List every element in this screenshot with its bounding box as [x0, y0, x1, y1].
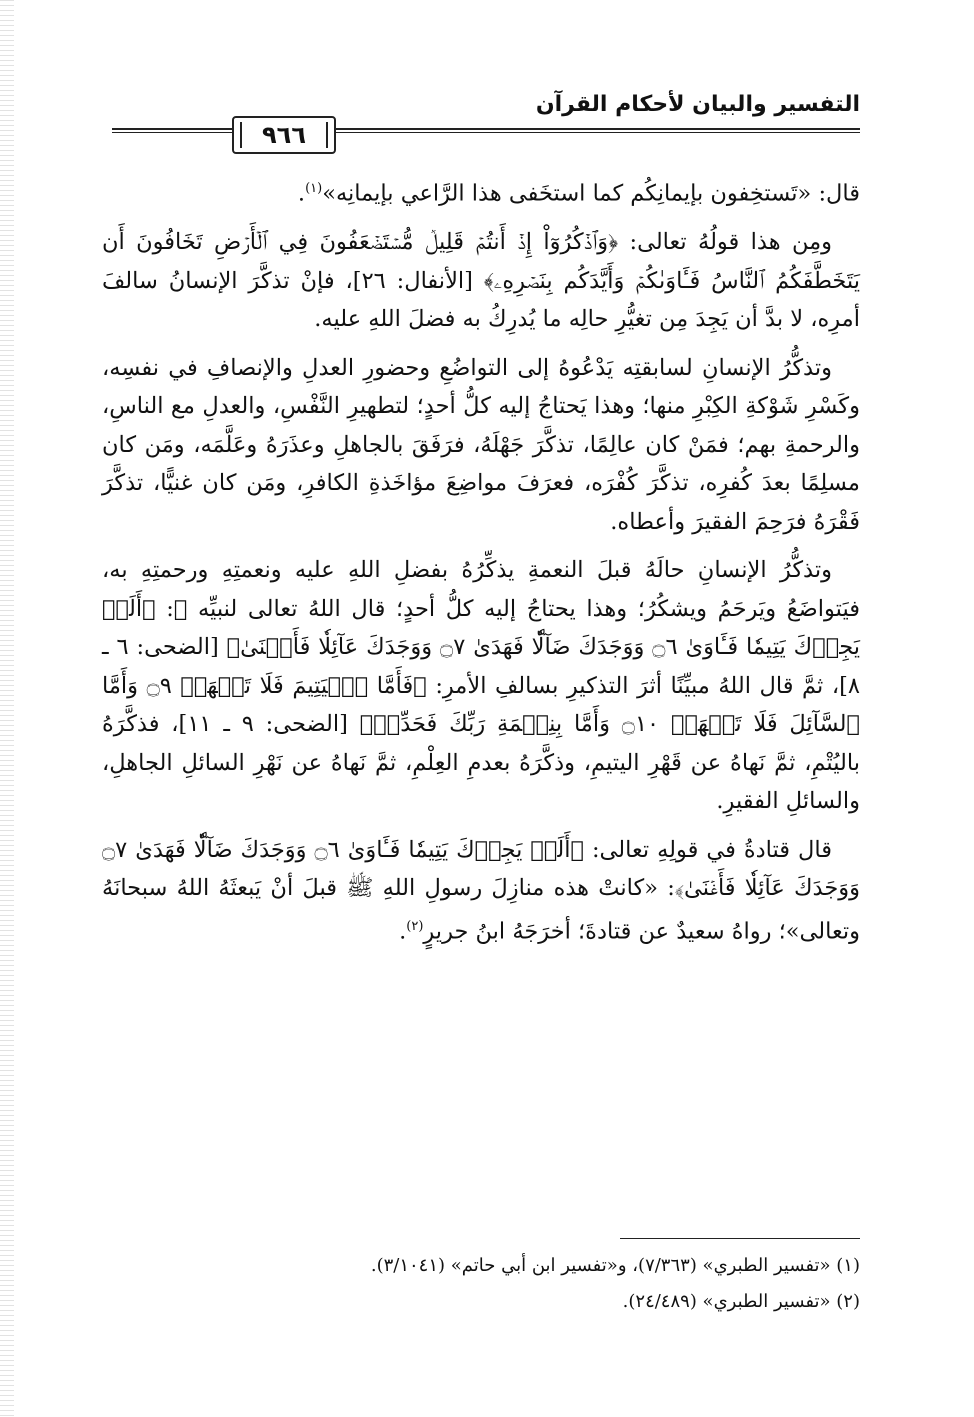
footnote-separator: [620, 1238, 860, 1239]
page-number: ٩٦٦: [232, 116, 336, 154]
footnotes: [102, 1248, 860, 1320]
paragraph: وتذكُّرُ الإنسانِ حالَهُ قبلَ النعمةِ يذكِّرُهُ بفضلِ اللهِ عليه ونعمتِهِ ورحمتِهِ به، فيَتواضَعُ ويَرحَمُ ويشكُرُ؛ وهذا يحتاجُ إليه كلُّ أحدٍ؛ قال اللهُ تعالى لنبيِّه ﷺ: ﴿أَلَمۡ يَجِدۡكَ يَتِيمٗا فَـَٔاوَىٰ ۝٦ وَوَجَدَكَ ضَآلّٗا فَهَدَىٰ ۝٧ وَوَجَدَكَ عَآئِلٗا فَأَغۡنَىٰ﴾ [الضحى: ٦ ـ ٨]، ثمَّ قال اللهُ مبيِّنًا أثرَ التذكيرِ بسالفِ الأمرِ: ﴿فَأَمَّا ٱلۡيَتِيمَ فَلَا تَقۡهَرۡ ۝٩ وَأَمَّا ٱلسَّآئِلَ فَلَا تَنۡهَرۡ ۝١٠ وَأَمَّا بِنِعۡمَةِ رَبِّكَ فَحَدِّثۡ﴾ [الضحى: ٩ ـ ١١]، فذكَّرَهُ باليُتْمِ، ثمَّ نَهاهُ عن قَهْرِ اليتيمِ، وذكَّرَهُ بعدمِ العِلْمِ، ثمَّ نَهاهُ عن نَهْرِ السائلِ الجاهلِ، والسائلِ الفقيرِ.: [102, 557, 860, 814]
scan-edge: [0, 0, 14, 1417]
page-header: [112, 88, 860, 158]
paragraph: ومِن هذا قولُهُ تعالى: ﴿وَٱذۡكُرُوٓاْ إِذۡ أَنتُمۡ قَلِيلٞ مُّسۡتَضۡعَفُونَ فِي ٱلۡأَرۡضِ تَخَافُونَ أَن يَتَخَطَّفَكُمُ ٱلنَّاسُ فَـَٔاوَىٰكُمۡ وَأَيَّدَكُم بِنَصۡرِهِۦ﴾ [الأنفال: ٢٦]، فإنْ تذكَّرَ الإنسانُ سالفَ أمرِه، لا بدَّ أن يَجِدَ مِن تغيُّرِ حالِه ما يُدرِكُ به فضلَ اللهِ عليه.: [102, 229, 860, 332]
footnote-ref: (٢): [406, 918, 424, 934]
footnote-ref: (١): [305, 181, 323, 196]
running-title: التفسير والبيان لأحكام القرآن: [535, 92, 860, 117]
header-rule: [112, 128, 860, 130]
paragraph: قال قتادةُ في قولِهِ تعالى: ﴿أَلَمۡ يَجِدۡكَ يَتِيمٗا فَـَٔاوَىٰ ۝٦ وَوَجَدَكَ ضَآلّٗا فَهَدَىٰ ۝٧ وَوَجَدَكَ عَآئِلٗا فَأَغۡنَىٰ﴾: «كانتْ هذه منازِلَ رسولِ اللهِ ﷺ قبلَ أنْ يَبعثَهُ اللهُ سبحانَهُ وتعالى»؛ رواهُ سعيدٌ عن قتادةَ؛ أخرَجَهُ ابنُ جريرٍ$^{(٢)}$.: [102, 836, 860, 944]
footnote: (١) «تفسير الطبري» (٧/٣٦٣)، و«تفسير ابن أبي حاتم» (٣/١٠٤١).: [370, 1255, 860, 1276]
main-text: [102, 170, 860, 961]
paragraph-text: قال: «تَستخِفون بإيمانِكُم كما استخَفى هذا الرَّاعي بإيمانِه»: [322, 180, 860, 207]
footnote: (٢) «تفسير الطبري» (٢٤/٤٨٩).: [622, 1291, 860, 1312]
paragraph-text: قال قتادةُ في قولِهِ تعالى: ﴿أَلَمۡ يَجِدۡكَ يَتِيمٗا فَـَٔاوَىٰ ۝٦ وَوَجَدَكَ ضَآلّٗا فَهَدَىٰ ۝٧ وَوَجَدَكَ عَآئِلٗا فَأَغۡنَىٰ﴾: «كانتْ هذه منازِلَ رسولِ اللهِ ﷺ قبلَ أنْ يَبعثَهُ اللهُ سبحانَهُ وتعالى»؛ رواهُ سعيدٌ عن قتادةَ؛ أخرَجَهُ ابنُ جريرٍ: [102, 836, 860, 944]
paragraph: قال: «تَستخِفون بإيمانِكُم كما استخَفى هذا الرَّاعي بإيمانِه»$^{(١)}$.: [297, 180, 860, 207]
header-rule-thin: [112, 132, 860, 133]
paragraph: وتذكُّرُ الإنسانِ لسابقتِه يَدْعُوهُ إلى التواضُعِ وحضورِ العدلِ والإنصافِ في نفسِه، وكَسْرِ شَوْكةِ الكِبْرِ منها؛ وهذا يَحتاجُ إليه كلُّ أحدٍ؛ لتطهيرِ النَّفْسِ، والعدلِ مع الناسِ، والرحمةِ بهم؛ فمَنْ كان عالِمًا، تذكَّرَ جَهْلَهُ، فرَفَقَ بالجاهلِ وعذَرَهُ وعَلَّمَه، ومَن كان مسلِمًا بعدَ كُفرِه، تذكَّرَ كُفْرَه، فعرَفَ مواضِعَ مؤاخَذةِ الكافرِ، ومَن كان غنيًّا، تذكَّرَ فَقْرَهُ فرَحِمَ الفقيرَ وأعطاه.: [102, 354, 860, 535]
